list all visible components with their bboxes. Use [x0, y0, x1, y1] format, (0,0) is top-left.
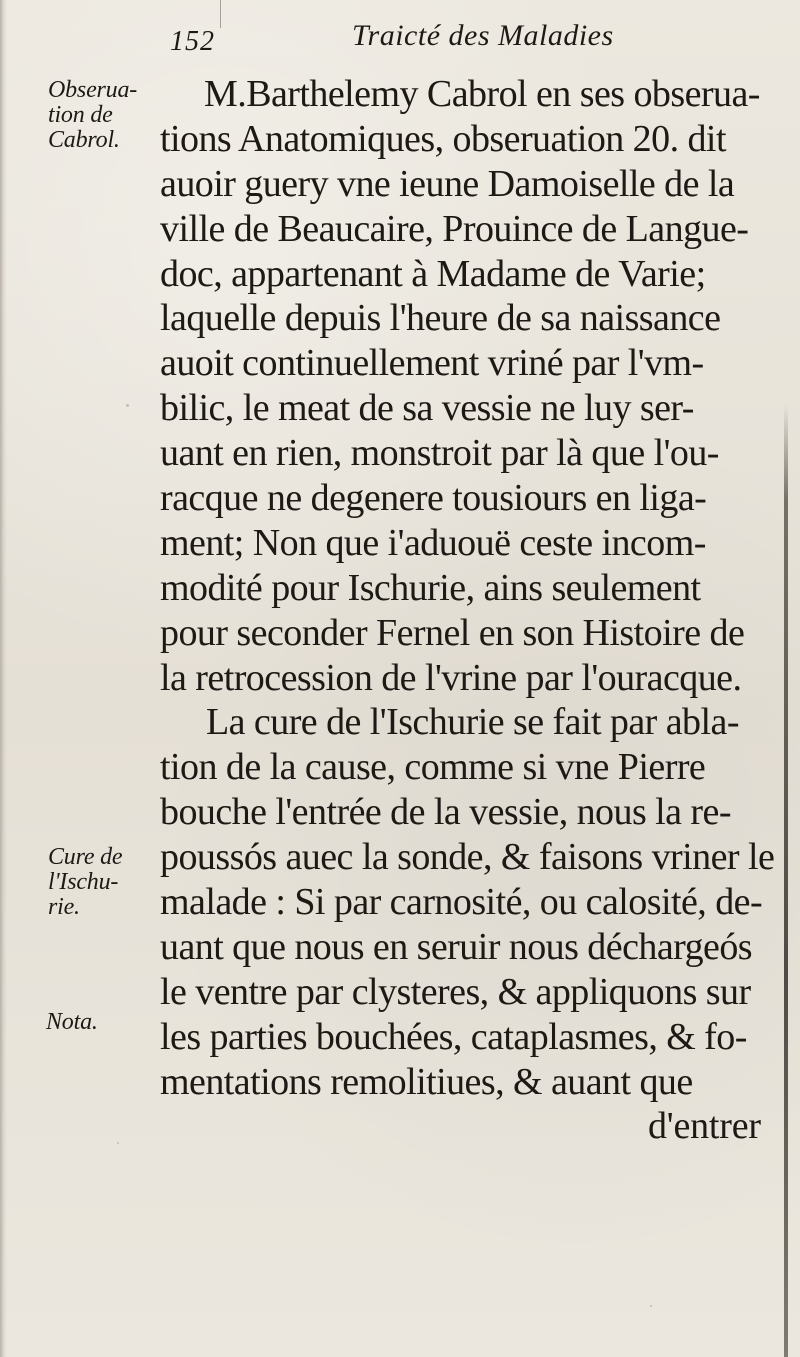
- body-line: les parties bouchées, cataplasmes, & fo-: [160, 1015, 747, 1058]
- body-line: auoir guery vne ieune Damoiselle de la: [160, 162, 735, 205]
- body-line: bouche l'entrée de la vessie, nous la re-: [160, 791, 731, 834]
- body-line: pour seconder Fernel en son Histoire de: [160, 611, 745, 654]
- marginal-note-line: Obseruа-: [48, 77, 138, 103]
- ink-speck: [126, 404, 129, 407]
- marginal-note-cure: [48, 845, 122, 920]
- body-line: ville de Beaucaire, Prouince de Langue-: [160, 207, 749, 250]
- body-line: ment; Non que i'aduouë ceste incom-: [160, 521, 706, 564]
- body-line: tions Anatomiques, obseruation 20. dit: [160, 117, 726, 160]
- page-number: 152: [170, 26, 215, 57]
- ink-speck: [650, 1305, 652, 1307]
- catchword-line: d'entrer: [648, 1105, 761, 1148]
- body-line: auoit continuellement vriné par l'vm-: [160, 342, 704, 385]
- running-head: Traicté des Maladies: [352, 19, 614, 52]
- marginal-note-nota: [46, 1010, 98, 1035]
- header-crease-mark: [220, 0, 221, 28]
- body-line: la retrocession de l'vrine par l'ouracque.: [160, 656, 742, 699]
- ink-speck: [117, 1142, 119, 1144]
- body-line: malade : Si par carnosité, ou calosité, de-: [160, 881, 763, 924]
- body-line: M.Barthelemy Cabrol en ses obserua-: [204, 73, 760, 115]
- body-line: uant que nous en seruir nous déchargeós: [160, 925, 753, 968]
- marginal-note-line: tion de: [48, 102, 113, 128]
- body-line: le ventre par clysteres, & appliquons sur: [160, 970, 751, 1013]
- marginal-note-line: Nota.: [46, 1009, 98, 1035]
- body-line: doc, appartenant à Madame de Varie;: [160, 252, 706, 295]
- body-line: La cure de l'Ischurie se fait par abla-: [206, 701, 739, 744]
- body-line: bilic, le meat de sa vessie ne luy ser-: [160, 387, 694, 430]
- body-line: tion de la cause, comme si vne Pierre: [160, 746, 706, 789]
- main-text-block: [160, 72, 792, 1149]
- marginal-note-line: Cabrol.: [48, 127, 120, 153]
- body-line: mentations remolitiues, & auant que: [160, 1060, 693, 1103]
- marginal-note-line: l'Ischu-: [48, 869, 119, 895]
- body-line: laquelle depuis l'heure de sa naissance: [160, 297, 721, 340]
- body-line: modité pour Ischurie, ains seulement: [160, 566, 701, 609]
- marginal-note-line: rie.: [48, 894, 80, 920]
- body-line: uant en rien, monstroit par là que l'ou-: [160, 432, 719, 475]
- marginal-note-cabrol: [48, 78, 137, 153]
- marginal-note-line: Cure de: [48, 844, 123, 870]
- page-gutter-shadow: [0, 0, 7, 1357]
- body-line: racque ne degenere tousiours en liga-: [160, 477, 707, 520]
- body-line: poussós auec la sonde, & faisons vriner le: [160, 836, 775, 879]
